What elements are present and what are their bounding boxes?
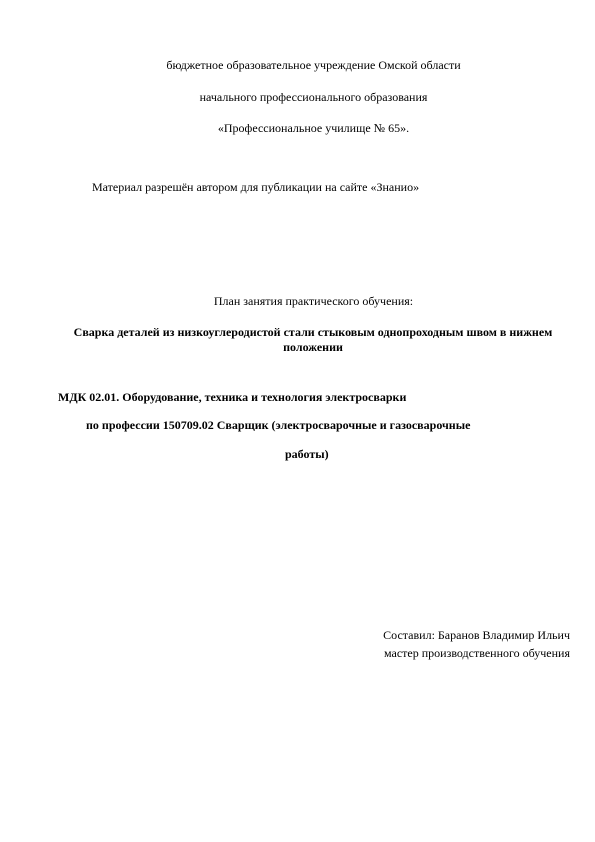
header-education-line: начального профессионального образования (199, 90, 428, 104)
author-position: мастер производственного обучения (384, 646, 570, 660)
lesson-topic: Сварка деталей из низкоуглеродистой стали стыковым однопроходным швом в нижнем положении (73, 325, 553, 354)
profession-line-2: работы) (285, 447, 329, 461)
author-name: Составил: Баранов Владимир Ильич (383, 628, 570, 642)
permission-note: Материал разрешён автором для публикации на сайте «Знанио» (92, 180, 420, 194)
profession-line-1: по профессии 150709.02 Сварщик (электросварочные и газосварочные (86, 418, 471, 432)
header-school-name: «Профессиональное училище № 65». (217, 121, 410, 135)
header-institution-line: бюджетное образовательное учреждение Омской области (166, 58, 461, 72)
plan-heading: План занятия практического обучения: (213, 294, 414, 308)
mdk-title: МДК 02.01. Оборудование, техника и технология электросварки (58, 390, 407, 404)
